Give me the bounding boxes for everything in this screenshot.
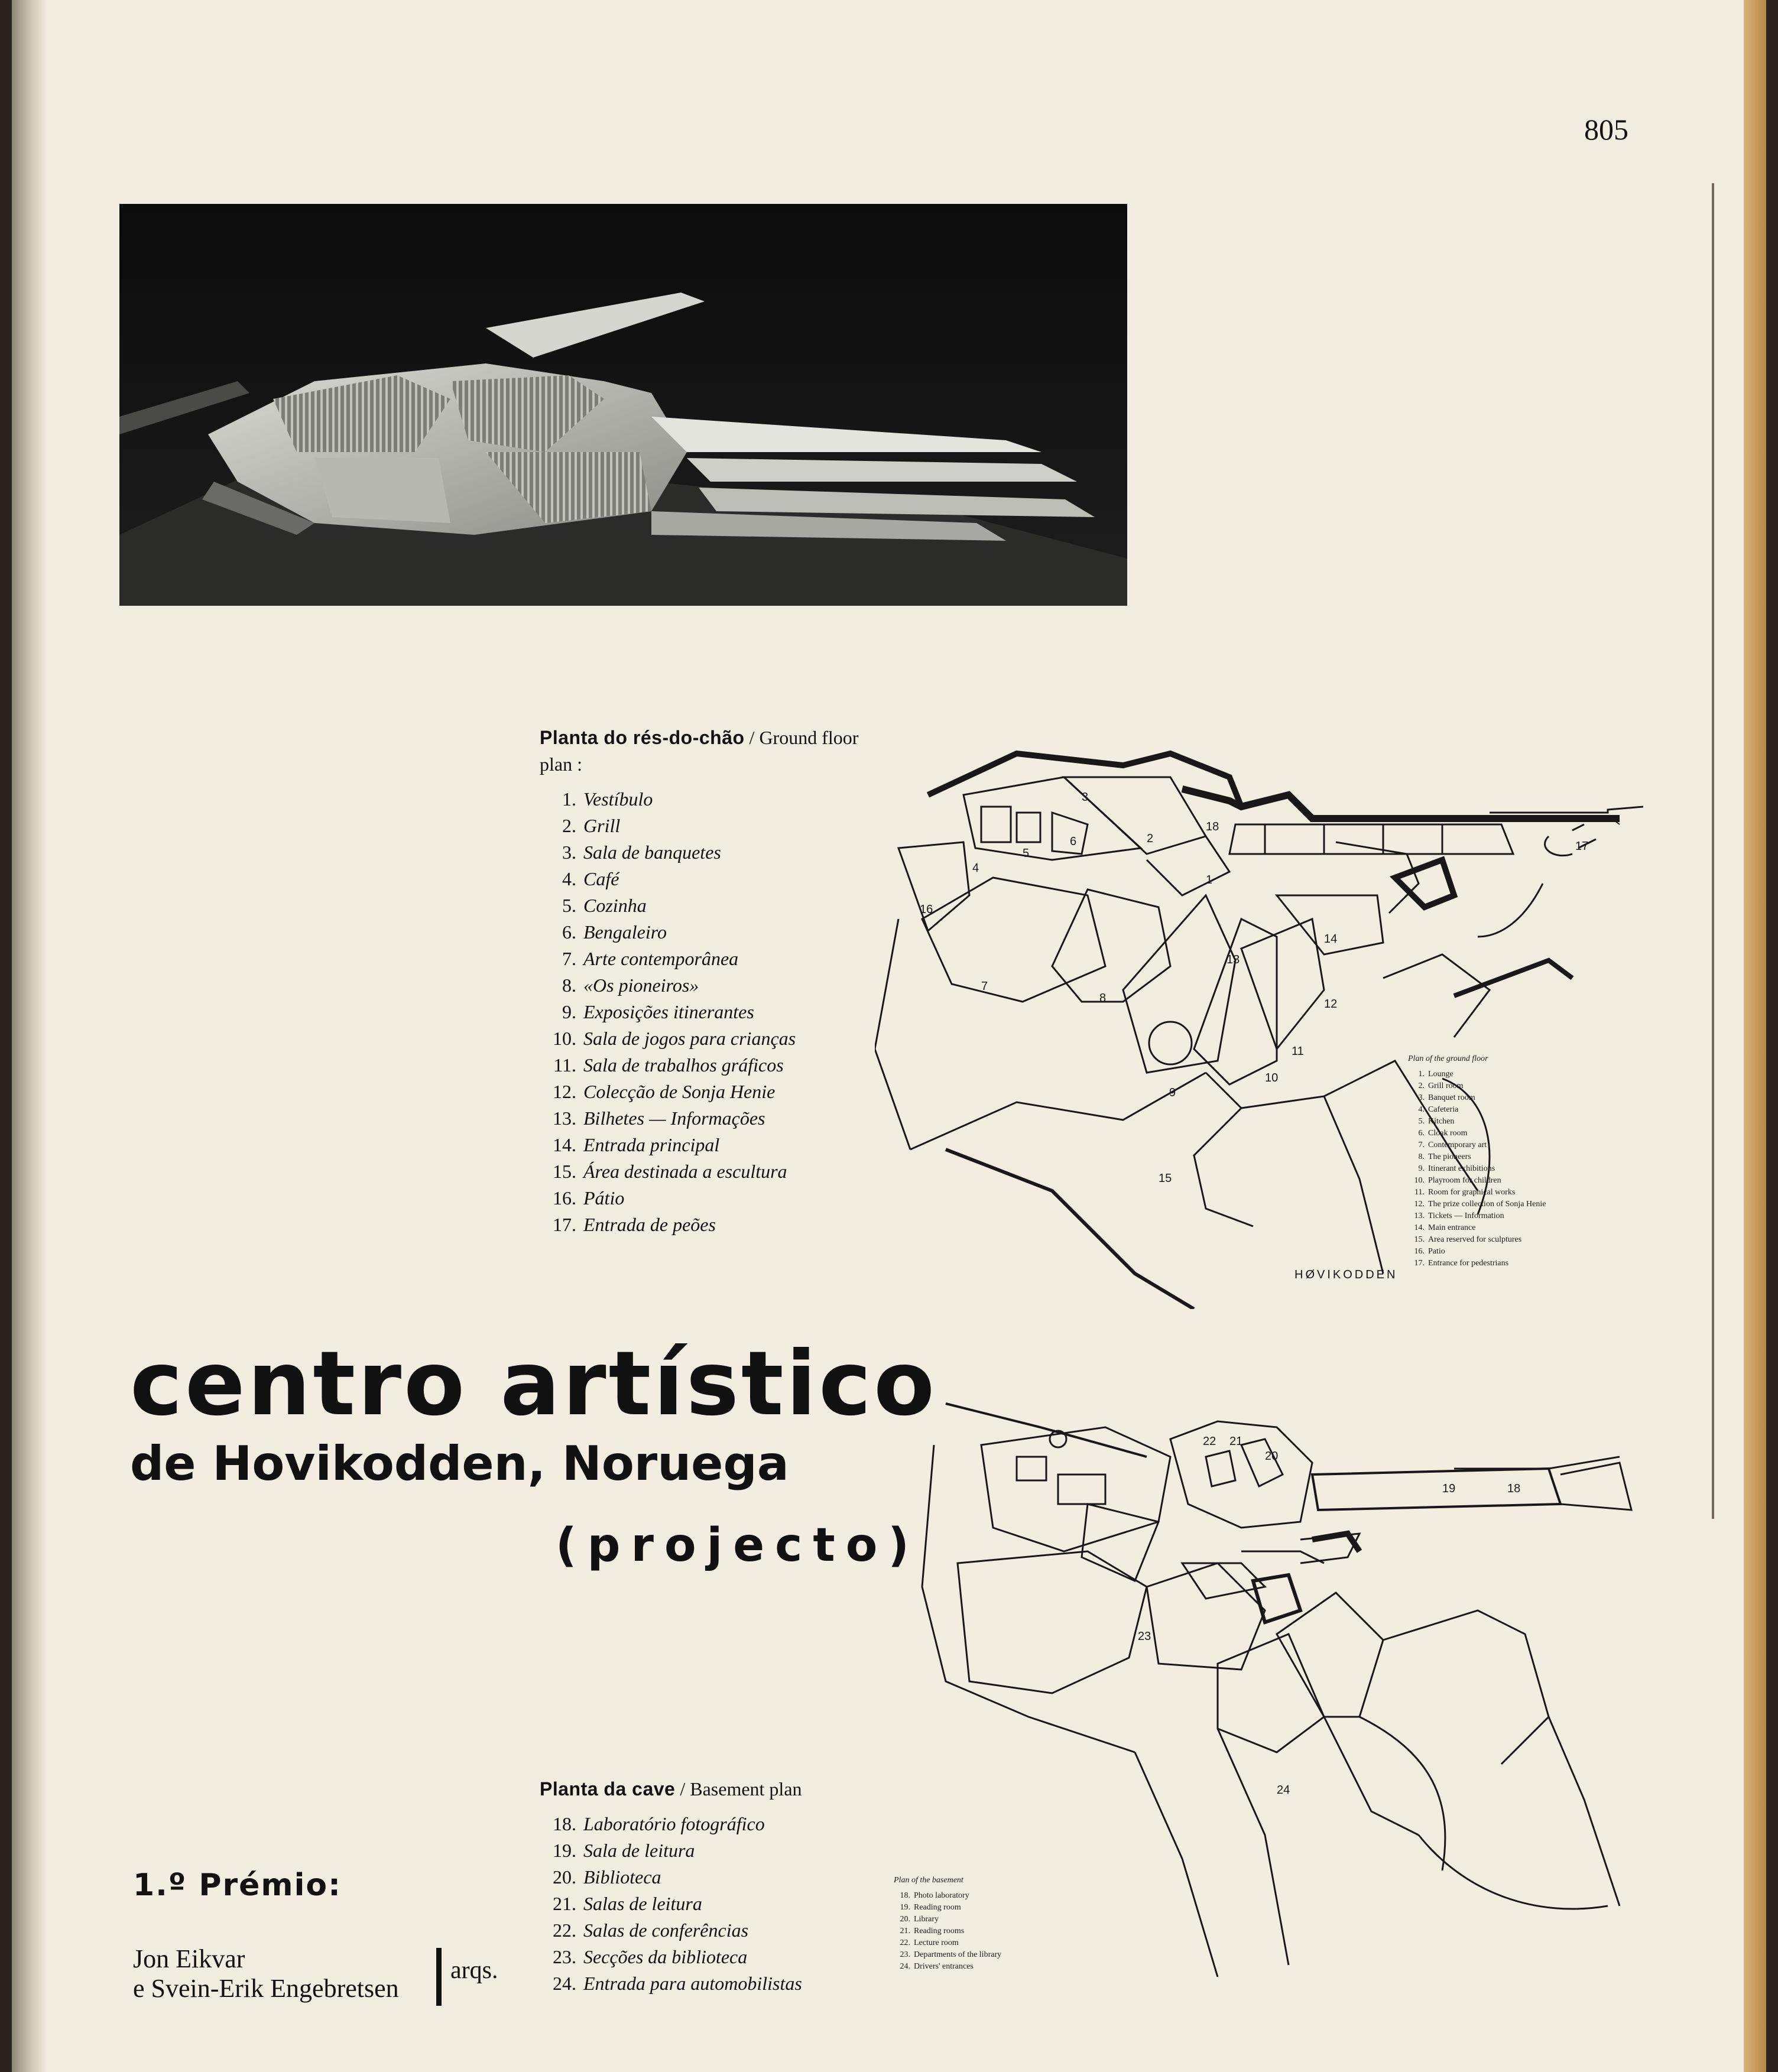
list-item <box>1408 1234 1603 1246</box>
list-item <box>540 1944 871 1970</box>
author-divider <box>436 1948 442 2006</box>
item-label: Exposições itinerantes <box>583 1001 754 1022</box>
item-label: Secções da biblioteca <box>583 1946 748 1967</box>
item-label: Departments of the library <box>914 1950 1002 1959</box>
list-item <box>894 1925 1047 1937</box>
item-label: Arte contemporânea <box>583 948 739 969</box>
item-label: Sala de banquetes <box>583 842 721 863</box>
list-item <box>540 813 859 839</box>
item-label: The prize collection of Sonja Henie <box>1428 1200 1546 1209</box>
list-item <box>540 1185 859 1212</box>
item-label: Itinerant exhibitions <box>1428 1164 1495 1173</box>
item-label: Lecture room <box>914 1938 959 1947</box>
item-number: 16. <box>1414 1247 1425 1256</box>
list-item <box>540 1132 859 1158</box>
page-number: 805 <box>1584 113 1628 146</box>
room-number: 10 <box>1265 1071 1279 1084</box>
room-number: 18 <box>1507 1482 1521 1495</box>
list-item <box>540 946 859 972</box>
list-item <box>540 839 859 866</box>
room-number: 5 <box>1023 847 1030 860</box>
item-number: 1. <box>562 788 576 810</box>
item-number: 12. <box>1414 1200 1425 1209</box>
item-label: Grill room <box>1428 1082 1464 1090</box>
item-label: Kitchen <box>1428 1117 1455 1126</box>
list-item <box>540 999 859 1025</box>
authors <box>133 1944 399 2003</box>
item-label: Banquet room <box>1428 1093 1475 1102</box>
list-item <box>1408 1151 1603 1163</box>
item-label: Cafeteria <box>1428 1105 1459 1114</box>
list-item <box>540 1864 871 1891</box>
item-number: 15. <box>1414 1235 1425 1244</box>
basement-legend-heading <box>540 1776 871 1803</box>
item-number: 11. <box>553 1054 576 1076</box>
item-label: Bilhetes — Informações <box>583 1108 765 1129</box>
room-number: 18 <box>1206 820 1219 833</box>
ground-floor-legend <box>540 725 859 1238</box>
item-number: 2. <box>562 815 576 836</box>
item-number: 21. <box>900 1927 910 1935</box>
item-label: Grill <box>583 815 621 836</box>
item-number: 10. <box>1414 1176 1425 1185</box>
article-title: centro artístico <box>130 1333 937 1436</box>
item-number: 6. <box>562 921 576 943</box>
item-number: 5. <box>1418 1117 1425 1126</box>
item-number: 1. <box>1418 1070 1425 1079</box>
list-item <box>1408 1222 1603 1234</box>
list-item <box>1408 1175 1603 1187</box>
item-number: 18. <box>900 1891 910 1900</box>
list-item <box>540 1917 871 1944</box>
room-number: 16 <box>920 903 933 916</box>
room-number: 9 <box>1169 1086 1176 1099</box>
item-number: 17. <box>553 1214 576 1235</box>
item-label: Entrada para automobilistas <box>583 1973 802 1994</box>
list-item <box>540 786 859 813</box>
author-line-1: Jon Eikvar <box>133 1944 245 1973</box>
list-item <box>1408 1069 1603 1080</box>
list-item <box>894 1937 1047 1949</box>
item-number: 7. <box>562 948 576 969</box>
item-label: Main entrance <box>1428 1223 1476 1232</box>
list-item <box>540 1891 871 1917</box>
item-number: 20. <box>900 1915 910 1924</box>
plan-caption: HØVIKODDEN <box>1294 1268 1398 1281</box>
list-item <box>1408 1246 1603 1258</box>
item-label: Sala de jogos para crianças <box>583 1028 796 1049</box>
item-number: 19. <box>900 1903 910 1912</box>
item-number: 4. <box>1418 1105 1425 1114</box>
item-label: Bengaleiro <box>583 921 667 943</box>
list-item <box>540 1158 859 1185</box>
basement-english-legend <box>894 1875 1047 1973</box>
room-number: 12 <box>1324 998 1338 1011</box>
english-legend-title: Plan of the basement <box>894 1876 963 1885</box>
english-legend-list <box>894 1890 1047 1973</box>
room-number: 7 <box>981 980 988 993</box>
list-item <box>1408 1116 1603 1128</box>
item-number: 18. <box>553 1813 576 1834</box>
item-label: Salas de conferências <box>583 1920 749 1941</box>
item-label: Playroom for children <box>1428 1176 1501 1185</box>
item-label: Salas de leitura <box>583 1893 702 1914</box>
list-item <box>540 1837 871 1864</box>
item-number: 17. <box>1414 1259 1425 1268</box>
author-role: arqs. <box>450 1957 498 1984</box>
item-number: 12. <box>553 1081 576 1102</box>
room-number: 3 <box>1082 791 1089 804</box>
list-item <box>894 1961 1047 1973</box>
room-number: 14 <box>1324 933 1338 946</box>
item-label: Entrada principal <box>583 1134 720 1155</box>
item-number: 10. <box>553 1028 576 1049</box>
item-label: Entrada de peões <box>583 1214 716 1235</box>
item-label: Contemporary art <box>1428 1141 1487 1149</box>
ground-floor-legend-heading <box>540 725 859 778</box>
list-item <box>540 892 859 919</box>
list-item <box>1408 1139 1603 1151</box>
article-subtitle-note: (projecto) <box>556 1519 920 1572</box>
list-item <box>540 866 859 892</box>
list-item <box>1408 1199 1603 1210</box>
model-photograph <box>119 204 1127 606</box>
item-label: «Os pioneiros» <box>583 975 699 996</box>
room-number: 21 <box>1229 1435 1243 1448</box>
item-label: Colecção de Sonja Henie <box>583 1081 776 1102</box>
room-number: 20 <box>1265 1450 1279 1463</box>
item-number: 11. <box>1414 1188 1425 1197</box>
english-legend-title: Plan of the ground floor <box>1408 1054 1488 1063</box>
item-number: 14. <box>1414 1223 1425 1232</box>
item-label: Laboratório fotográfico <box>583 1813 765 1834</box>
item-number: 23. <box>900 1950 910 1959</box>
room-number: 8 <box>1099 992 1107 1005</box>
heading-separator: / <box>675 1778 690 1800</box>
item-label: Drivers' entrances <box>914 1962 974 1971</box>
item-number: 14. <box>553 1134 576 1155</box>
item-number: 8. <box>1418 1152 1425 1161</box>
room-number: 23 <box>1138 1630 1151 1643</box>
room-number: 13 <box>1227 953 1240 966</box>
item-number: 22. <box>900 1938 910 1947</box>
room-number: 19 <box>1442 1482 1456 1495</box>
item-number: 22. <box>553 1920 576 1941</box>
item-number: 20. <box>553 1866 576 1888</box>
room-number: 24 <box>1277 1784 1290 1797</box>
item-label: Library <box>914 1915 939 1924</box>
item-number: 23. <box>553 1946 576 1967</box>
item-label: Lounge <box>1428 1070 1453 1079</box>
item-number: 13. <box>1414 1212 1425 1220</box>
item-number: 2. <box>1418 1082 1425 1090</box>
item-label: Tickets — Information <box>1428 1212 1504 1220</box>
room-number: 4 <box>972 862 979 875</box>
list-item <box>540 1212 859 1238</box>
item-number: 15. <box>553 1161 576 1182</box>
item-label: Cloak room <box>1428 1129 1468 1138</box>
ground-floor-item-list <box>540 786 859 1238</box>
list-item <box>540 1079 859 1105</box>
list-item <box>540 919 859 946</box>
list-item <box>1408 1163 1603 1175</box>
list-item <box>894 1890 1047 1902</box>
heading-portuguese: Planta da cave <box>540 1778 676 1800</box>
list-item <box>894 1914 1047 1925</box>
ground-floor-english-legend <box>1408 1053 1603 1269</box>
page-edge-stack <box>1744 0 1766 2072</box>
item-label: Photo laboratory <box>914 1891 969 1900</box>
item-label: The pioneers <box>1428 1152 1471 1161</box>
list-item <box>540 972 859 999</box>
item-label: Sala de trabalhos gráficos <box>583 1054 784 1076</box>
list-item <box>540 1970 871 1997</box>
item-number: 16. <box>553 1187 576 1209</box>
list-item <box>1408 1104 1603 1116</box>
item-number: 6. <box>1418 1129 1425 1138</box>
room-number: 15 <box>1159 1172 1172 1185</box>
item-label: Reading room <box>914 1903 961 1912</box>
item-label: Reading rooms <box>914 1927 965 1935</box>
item-number: 24. <box>900 1962 910 1971</box>
heading-english: Basement plan <box>690 1778 802 1800</box>
room-number: 6 <box>1070 835 1077 848</box>
item-label: Area reserved for sculptures <box>1428 1235 1522 1244</box>
room-number: 11 <box>1292 1045 1304 1058</box>
item-number: 9. <box>1418 1164 1425 1173</box>
list-item <box>1408 1258 1603 1269</box>
item-number: 4. <box>562 868 576 889</box>
room-number: 2 <box>1147 832 1154 845</box>
list-item <box>1408 1187 1603 1199</box>
list-item <box>1408 1080 1603 1092</box>
english-legend-list <box>1408 1069 1603 1269</box>
page-binding-shadow <box>12 0 47 2072</box>
list-item <box>1408 1092 1603 1104</box>
item-label: Patio <box>1428 1247 1445 1256</box>
item-label: Café <box>583 868 619 889</box>
heading-english: Ground floor plan : <box>540 727 859 775</box>
list-item <box>894 1949 1047 1961</box>
prize-label: 1.º Prémio: <box>133 1868 342 1903</box>
item-number: 3. <box>1418 1093 1425 1102</box>
author-line-2: e Svein-Erik Engebretsen <box>133 1974 399 2003</box>
item-label: Sala de leitura <box>583 1840 695 1861</box>
list-item <box>540 1811 871 1837</box>
basement-legend <box>540 1776 871 1997</box>
item-label: Biblioteca <box>583 1866 661 1888</box>
room-number: 17 <box>1575 840 1589 853</box>
item-number: 13. <box>553 1108 576 1129</box>
item-number: 19. <box>553 1840 576 1861</box>
item-number: 5. <box>562 895 576 916</box>
item-number: 21. <box>553 1893 576 1914</box>
basement-item-list <box>540 1811 871 1997</box>
item-number: 9. <box>562 1001 576 1022</box>
item-label: Vestíbulo <box>583 788 653 810</box>
article-subtitle: de Hovikodden, Noruega <box>130 1436 789 1491</box>
list-item <box>540 1025 859 1052</box>
list-item <box>540 1052 859 1079</box>
magazine-page <box>12 0 1766 2072</box>
list-item <box>894 1902 1047 1914</box>
margin-rule <box>1712 183 1714 1519</box>
heading-portuguese: Planta do rés-do-chão <box>540 727 745 748</box>
item-label: Pátio <box>583 1187 625 1209</box>
item-number: 7. <box>1418 1141 1425 1149</box>
list-item <box>540 1105 859 1132</box>
list-item <box>1408 1128 1603 1139</box>
list-item <box>1408 1210 1603 1222</box>
item-label: Cozinha <box>583 895 647 916</box>
item-label: Room for graphical works <box>1428 1188 1516 1197</box>
item-label: Entrance for pedestrians <box>1428 1259 1509 1268</box>
room-number: 1 <box>1206 873 1213 886</box>
heading-separator: / <box>744 727 760 748</box>
item-number: 3. <box>562 842 576 863</box>
item-number: 24. <box>553 1973 576 1994</box>
item-number: 8. <box>562 975 576 996</box>
room-number: 22 <box>1203 1435 1216 1448</box>
item-label: Área destinada a escultura <box>583 1161 787 1182</box>
